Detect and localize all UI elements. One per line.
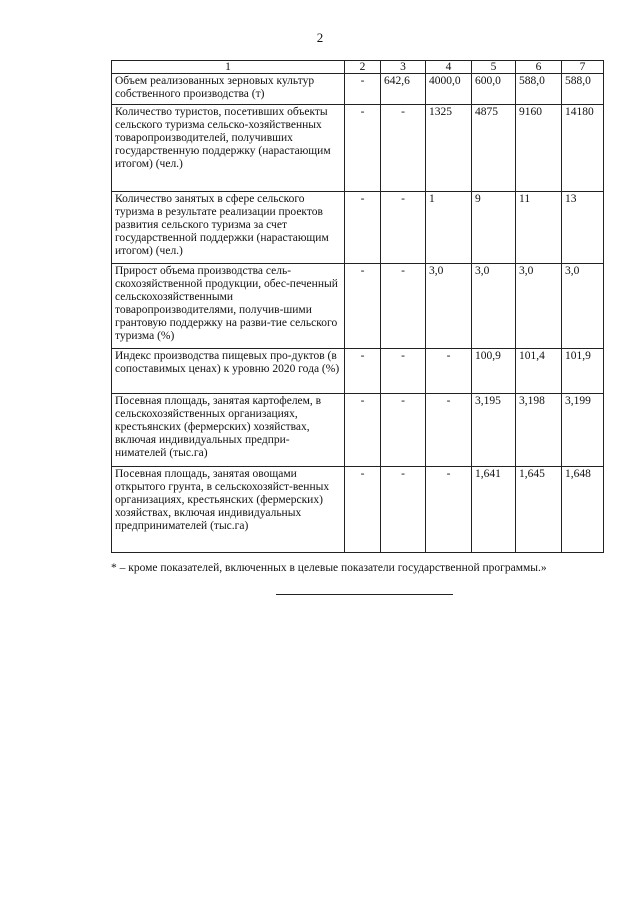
column-header: 1 — [112, 61, 345, 74]
column-header: 6 — [516, 61, 562, 74]
table-row — [112, 467, 604, 553]
footnote: * – кроме показателей, включенных в целевые показатели государственной программы.» — [111, 562, 547, 574]
column-header: 3 — [381, 61, 426, 74]
value-cell: 13 — [562, 192, 604, 264]
value-cell: 1,648 — [562, 467, 604, 553]
table-row — [112, 74, 604, 105]
value-cell: - — [345, 394, 381, 467]
value-cell: 1 — [426, 192, 472, 264]
indicator-cell: Количество туристов, посетивших объекты сельского туризма сельско-хозяйственных товаропроизводителей, получивших государственную поддержку (нарастающим итогом) (чел.) — [112, 105, 345, 192]
value-cell: 3,0 — [472, 264, 516, 349]
value-cell: 1325 — [426, 105, 472, 192]
value-cell: 600,0 — [472, 74, 516, 105]
column-header: 2 — [345, 61, 381, 74]
page-number: 2 — [316, 30, 324, 45]
value-cell: - — [381, 349, 426, 394]
value-cell: - — [381, 192, 426, 264]
value-cell: - — [345, 192, 381, 264]
indicator-cell: Посевная площадь, занятая картофелем, в сельскохозяйственных организациях, крестьянских (фермерских) хозяйствах, включая индивидуальных предпри-нимателей (тыс.га) — [112, 394, 345, 467]
value-cell: 1,641 — [472, 467, 516, 553]
table-row — [112, 264, 604, 349]
value-cell: 3,198 — [516, 394, 562, 467]
value-cell: 588,0 — [516, 74, 562, 105]
value-cell: 3,199 — [562, 394, 604, 467]
table-row — [112, 192, 604, 264]
column-header: 7 — [562, 61, 604, 74]
value-cell: 100,9 — [472, 349, 516, 394]
table-row — [112, 394, 604, 467]
value-cell: 642,6 — [381, 74, 426, 105]
value-cell: 9160 — [516, 105, 562, 192]
table-row — [112, 349, 604, 394]
value-cell: - — [381, 105, 426, 192]
value-cell: 3,195 — [472, 394, 516, 467]
value-cell: 9 — [472, 192, 516, 264]
table-header-row — [112, 61, 604, 74]
indicator-cell: Объем реализованных зерновых культур собственного производства (т) — [112, 74, 345, 105]
value-cell: - — [381, 394, 426, 467]
indicator-cell: Количество занятых в сфере сельского туризма в результате реализации проектов развития сельского туризма за счет государственной поддержки (нарастающим итогом) (чел.) — [112, 192, 345, 264]
value-cell: 4875 — [472, 105, 516, 192]
value-cell: - — [345, 264, 381, 349]
value-cell: 3,0 — [516, 264, 562, 349]
value-cell: - — [381, 264, 426, 349]
indicator-cell: Индекс производства пищевых про-дуктов (в сопоставимых ценах) к уровню 2020 года (%) — [112, 349, 345, 394]
value-cell: 101,4 — [516, 349, 562, 394]
value-cell: 1,645 — [516, 467, 562, 553]
indicators-table — [111, 60, 604, 553]
value-cell: - — [345, 74, 381, 105]
value-cell: - — [345, 105, 381, 192]
column-header: 5 — [472, 61, 516, 74]
value-cell: - — [426, 467, 472, 553]
value-cell: 4000,0 — [426, 74, 472, 105]
value-cell: - — [345, 467, 381, 553]
indicator-cell: Прирост объема производства сель-скохозяйственной продукции, обес-печенный сельскохозяйственными товаропроизводителями, получив-шими грантовую поддержку на разви-тие сельского туризма (%) — [112, 264, 345, 349]
value-cell: 101,9 — [562, 349, 604, 394]
value-cell: - — [426, 394, 472, 467]
value-cell: 11 — [516, 192, 562, 264]
column-header: 4 — [426, 61, 472, 74]
table-row — [112, 105, 604, 192]
value-cell: 3,0 — [562, 264, 604, 349]
value-cell: - — [345, 349, 381, 394]
value-cell: - — [426, 349, 472, 394]
closing-divider — [276, 594, 453, 595]
value-cell: - — [381, 467, 426, 553]
indicator-cell: Посевная площадь, занятая овощами открытого грунта, в сельскохозяйст-венных организациях, крестьянских (фермерских) хозяйствах, включая индивидуальных предпринимателей (тыс.га) — [112, 467, 345, 553]
value-cell: 588,0 — [562, 74, 604, 105]
value-cell: 3,0 — [426, 264, 472, 349]
value-cell: 14180 — [562, 105, 604, 192]
